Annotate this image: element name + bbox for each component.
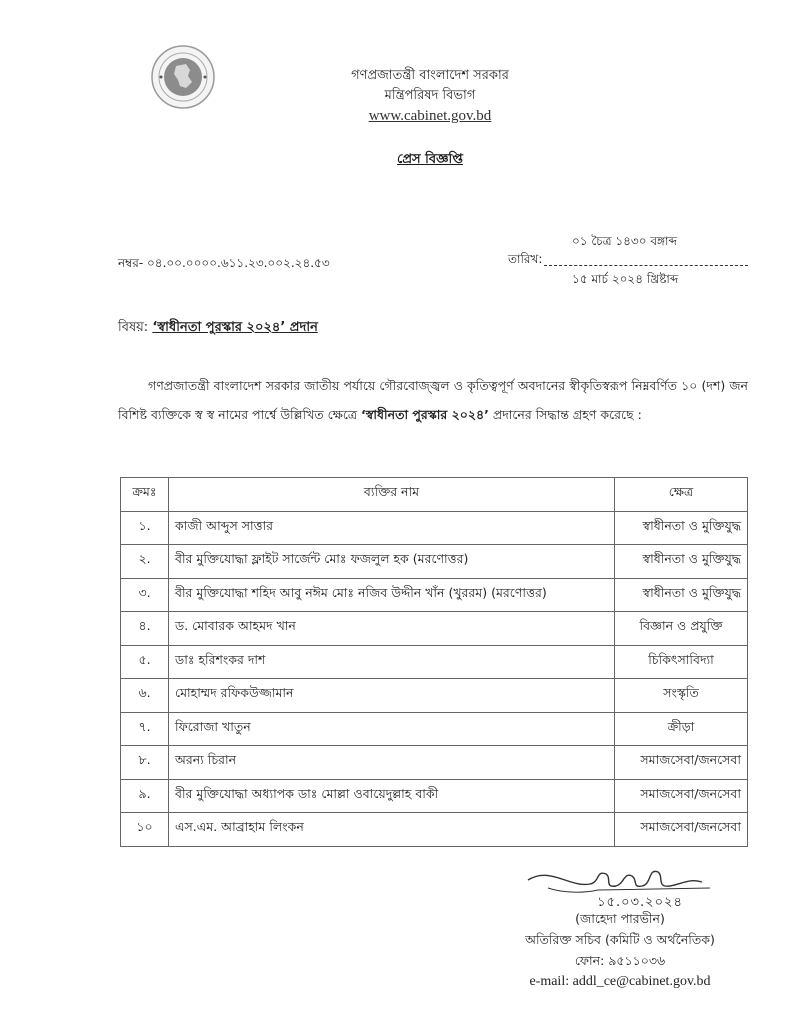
table-row	[121, 712, 748, 746]
subject-text: ‘স্বাধীনতা পুরস্কার ২০২৪’ প্রদান	[152, 320, 318, 335]
awardees-table	[120, 477, 748, 847]
table-row	[121, 612, 748, 646]
date-divider	[544, 257, 748, 266]
field-cell: স্বাধীনতা ও মুক্তিযুদ্ধ	[615, 545, 748, 579]
serial-cell: ২.	[121, 545, 169, 579]
table-header-row	[121, 478, 748, 512]
signature-date: ১৫.০৩.২০২৪	[597, 895, 683, 910]
date-row	[508, 253, 748, 269]
field-cell: সমাজসেবা/জনসেবা	[615, 779, 748, 813]
table-row	[121, 645, 748, 679]
table-row	[121, 746, 748, 780]
serial-cell: ৫.	[121, 645, 169, 679]
body-paragraph	[118, 371, 748, 429]
body-text-part1: গণপ্রজাতন্ত্রী বাংলাদেশ সরকার জাতীয় পর্যায়ে গৌরবোজ্জ্বল ও কৃতিত্বপূর্ণ অবদানের স্বীকৃতিস্বরূপ নিম্নবর্ণিত ১০ (দশ) জন বিশিষ্ট ব্যক্তিকে স্ব স্ব নামের পার্শ্বে উল্লিখিত ক্ষেত্রে	[118, 378, 748, 422]
memo-number: নম্বর- ০৪.০০.০০০০.৬১১.২৩.০০২.২৪.৫৩	[118, 256, 330, 270]
header-website-link[interactable]: www.cabinet.gov.bd	[368, 108, 492, 124]
government-seal-logo	[150, 44, 216, 110]
name-cell: এস.এম. আব্রাহাম লিংকন	[169, 813, 615, 847]
subject-label: বিষয়:	[118, 320, 149, 335]
name-cell: অরন্য চিরান	[169, 746, 615, 780]
field-cell: ক্রীড়া	[615, 712, 748, 746]
body-award-name: ‘স্বাধীনতা পুরস্কার ২০২৪’	[361, 407, 489, 422]
header-serial: ক্রমঃ	[121, 478, 169, 512]
signature-block	[490, 893, 750, 990]
name-cell: মোহাম্মদ রফিকউজ্জামান	[169, 679, 615, 713]
serial-cell: ৪.	[121, 612, 169, 646]
header-field: ক্ষেত্র	[615, 478, 748, 512]
field-cell: সংস্কৃতি	[615, 679, 748, 713]
name-cell: বীর মুক্তিযোদ্ধা শহিদ আবু নঈম মোঃ নজিব উদ্দীন খাঁন (খুররম) (মরণোত্তর)	[169, 578, 615, 612]
name-cell: বীর মুক্তিযোদ্ধা ফ্লাইট সার্জেন্ট মোঃ ফজলুল হক (মরণোত্তর)	[169, 545, 615, 579]
signatory-email[interactable]: e-mail: addl_ce@cabinet.gov.bd	[529, 974, 711, 989]
field-cell: বিজ্ঞান ও প্রযুক্তি	[615, 612, 748, 646]
subject-line	[118, 318, 318, 339]
date-english: ১৫ মার্চ ২০২৪ খ্রিষ্টাব্দ	[572, 272, 679, 286]
serial-cell: ১০	[121, 813, 169, 847]
header-division-name: মন্ত্রিপরিষদ বিভাগ	[384, 88, 476, 103]
table-row	[121, 545, 748, 579]
name-cell: বীর মুক্তিযোদ্ধা অধ্যাপক ডাঃ মোল্লা ওবায়েদুল্লাহ বাকী	[169, 779, 615, 813]
table-row	[121, 779, 748, 813]
name-cell: ড. মোবারক আহমদ খান	[169, 612, 615, 646]
field-cell: চিকিৎসাবিদ্যা	[615, 645, 748, 679]
serial-cell: ৬.	[121, 679, 169, 713]
document-title: প্রেস বিজ্ঞপ্তি	[397, 152, 463, 167]
table-row	[121, 679, 748, 713]
serial-cell: ৮.	[121, 746, 169, 780]
header-name: ব্যক্তির নাম	[169, 478, 615, 512]
table-row	[121, 813, 748, 847]
signatory-name: (জাহেদা পারভীন)	[575, 911, 665, 926]
table-row	[121, 511, 748, 545]
serial-cell: ৯.	[121, 779, 169, 813]
field-cell: স্বাধীনতা ও মুক্তিযুদ্ধ	[615, 511, 748, 545]
serial-cell: ৭.	[121, 712, 169, 746]
field-cell: সমাজসেবা/জনসেবা	[615, 813, 748, 847]
field-cell: স্বাধীনতা ও মুক্তিযুদ্ধ	[615, 578, 748, 612]
date-bangla: ০১ চৈত্র ১৪৩০ বঙ্গাব্দ	[572, 234, 677, 248]
body-text-part2: প্রদানের সিদ্ধান্ত গ্রহণ করেছে :	[488, 407, 642, 422]
name-cell: কাজী আব্দুস সাত্তার	[169, 511, 615, 545]
field-cell: সমাজসেবা/জনসেবা	[615, 746, 748, 780]
name-cell: ডাঃ হরিশংকর দাশ	[169, 645, 615, 679]
table-row	[121, 578, 748, 612]
signatory-designation: অতিরিক্ত সচিব (কমিটি ও অর্থনৈতিক)	[525, 932, 715, 947]
signatory-phone: ফোন: ৯৫১১০৩৬	[574, 953, 666, 968]
serial-cell: ৩.	[121, 578, 169, 612]
name-cell: ফিরোজা খাতুন	[169, 712, 615, 746]
serial-cell: ১.	[121, 511, 169, 545]
date-label: তারিখ:	[508, 252, 543, 266]
date-block	[508, 233, 748, 291]
header-government-name: গণপ্রজাতন্ত্রী বাংলাদেশ সরকার	[351, 68, 509, 83]
